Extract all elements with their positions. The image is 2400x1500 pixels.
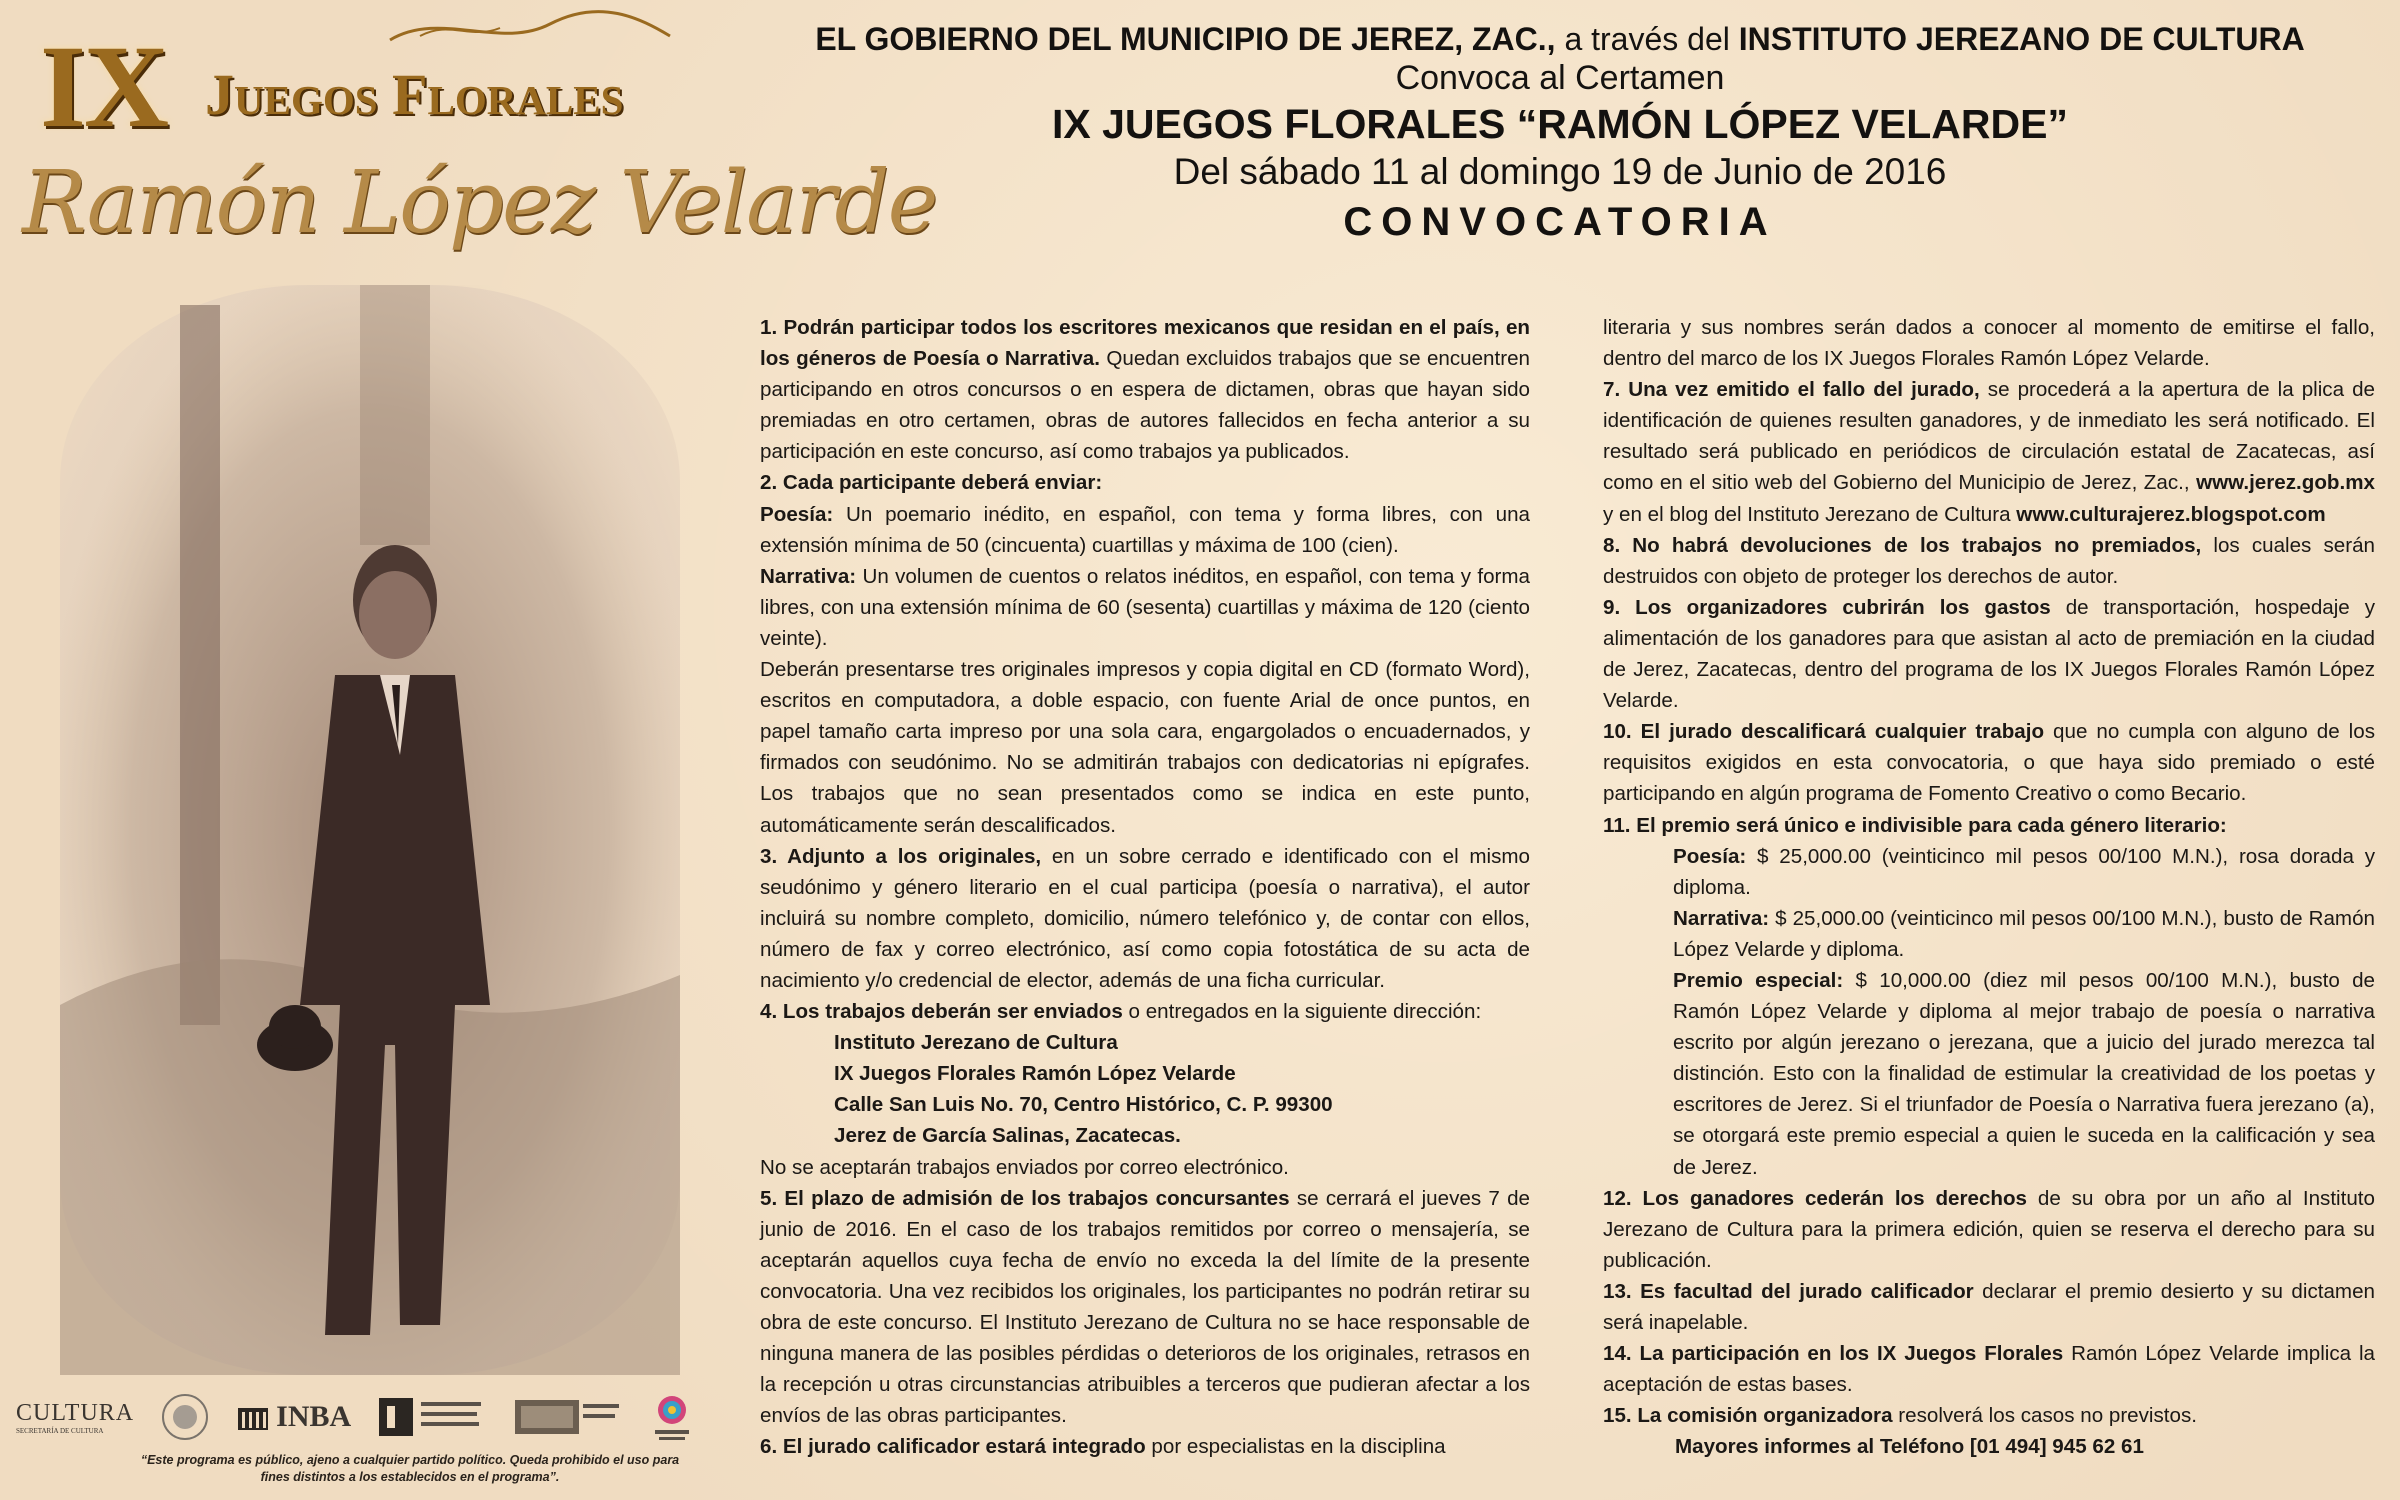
rule-1-heading: 1. Podrán participar todos los escritores mexicanos que residan en el país, en los géneros de Poesía o Narrativa. xyxy=(760,316,1530,371)
header xyxy=(740,20,2380,249)
no-email-note: No se aceptarán trabajos enviados por correo electrónico. xyxy=(760,1155,1289,1179)
rule-13-heading: 13. Es facultad del jurado calificador xyxy=(1603,1279,1974,1303)
rule-3-heading: 3. Adjunto a los originales, xyxy=(760,844,1042,868)
rule-11 xyxy=(1603,810,2375,841)
rule-2 xyxy=(760,467,1530,498)
rule-2-narrativa xyxy=(760,561,1530,654)
address-line-2 xyxy=(760,1058,1530,1089)
rule-5-text: se cerrará el jueves 7 de junio de 2016. En el caso de los trabajos remitidos por correo o mensajería, se aceptarán aquellos cuya fecha de envío no exceda la del límite de la presente convocatoria. Una vez recibidos los originales, los participantes no podrán retirar su obra de este concurso. El Instituto Jerezano de Cultura no se hace responsable de ninguna manera de las posibles pérdidas o deterioros de los originales, retrasos en la recepción u otras circunstancias atribuibles a terceros que pudieran afectar a los envíos de las obras participantes. xyxy=(760,1186,1530,1428)
rule-10-text: que no cumpla con alguno de los requisitos exigidos en esta convocatoria, o que haya sido premiado o esté participando en algún programa de Fomento Creativo o como Becario. xyxy=(1603,720,2375,806)
address-line-4 xyxy=(760,1120,1530,1151)
address-line-1 xyxy=(760,1027,1530,1058)
rule-6-heading: 6. El jurado calificador estará integrado xyxy=(760,1435,1146,1459)
prize-especial-text: $ 10,000.00 (diez mil pesos 00/100 M.N.), busto de Ramón López Velarde y diploma al mejor trabajo de poesía o narrativa escrito por algún jerezano o jerezana, que a juicio del jurado merezca tal distinción. Esto con la finalidad de estimular la creatividad de los poetas y escritores de Jerez. Si el triunfador de Poesía o Narrativa fuera jerezano (a), se otorgará este premio especial a quien le suceda en la calificación y sea de Jerez. xyxy=(1673,968,2375,1179)
rule-12 xyxy=(1603,1183,2375,1276)
prize-narrativa xyxy=(1603,903,2375,965)
sponsor-logos xyxy=(16,1388,696,1446)
rule-13 xyxy=(1603,1276,2375,1338)
rule-6-continued: literaria y sus nombres serán dados a conocer al momento de emitirse el fallo, dentro del marco de los IX Juegos Florales Ramón López Velarde. xyxy=(1603,316,2375,371)
rule-10 xyxy=(1603,716,2375,809)
municipio-website-link[interactable]: www.jerez.gob.mx xyxy=(2196,471,2375,495)
rule-13-text: declarar el premio desierto y su dictamen será inapelable. xyxy=(1603,1279,2375,1334)
address-institute: Instituto Jerezano de Cultura xyxy=(834,1031,1118,1055)
rule-12-text: de su obra por un año al Instituto Jerezano de Cultura para la primera edición, quien se reserva el derecho para su publicación. xyxy=(1603,1186,2375,1272)
inba-logo xyxy=(236,1400,351,1434)
info-phone xyxy=(1603,1431,2375,1462)
government-name: EL GOBIERNO DEL MUNICIPIO DE JEREZ, ZAC., xyxy=(815,21,1556,57)
narrativa-text: Un volumen de cuentos o relatos inéditos, en español, con tema y forma libres, con una extensión mínima de 60 (sesenta) cuartillas y máxima de 120 (ciento veinte). xyxy=(760,564,1530,650)
rule-9-heading: 9. Los organizadores cubrirán los gastos xyxy=(1603,595,2051,619)
rule-12-heading: 12. Los ganadores cederán los derechos xyxy=(1603,1186,2028,1210)
rule-8-heading: 8. No habrá devoluciones de los trabajos no premiados, xyxy=(1603,533,2202,557)
rule-7-text-2: y en el blog del Instituto Jerezano de Cultura xyxy=(1603,502,2011,526)
rules-column-2 xyxy=(1603,312,2375,1462)
rule-2-poesia xyxy=(760,499,1530,561)
info-phone-text: Mayores informes al Teléfono [01 494] 945 62 61 xyxy=(1675,1435,2144,1459)
institute-name: INSTITUTO JEREZANO DE CULTURA xyxy=(1738,21,2305,57)
rule-2-format: Deberán presentarse tres originales impresos y copia digital en CD (formato Word), escritos en computadora, a doble espacio, con fuente Arial de once puntos, en papel tamaño carta impreso por una sola cara, engargolados o encuadernados, y firmados con seudónimo. No se admitirán trabajos con dedicatorias ni epígrafes. Los trabajos que no sean presentados como se indica en este punto, automáticamente serán descalificados. xyxy=(760,658,1530,837)
logo-roman-numeral: IX xyxy=(40,21,168,152)
rule-7-heading: 7. Una vez emitido el fallo del jurado, xyxy=(1603,378,1980,402)
rule-9 xyxy=(1603,592,2375,716)
rule-2-heading: 2. Cada participante deberá enviar: xyxy=(760,471,1103,495)
rule-14-text: Ramón López Velarde implica la aceptación de estas bases. xyxy=(1603,1342,2375,1397)
rule-14-heading: 14. La participación en los IX Juegos Florales xyxy=(1603,1342,2064,1366)
prize-especial xyxy=(1603,965,2375,1183)
narrativa-label: Narrativa: xyxy=(760,564,857,588)
rule-7-text: se procederá a la apertura de la plica de identificación de quienes resulten ganadores, y de inmediato les será notificado. El resultado será publicado en periódicos de circulación estatal de Zacatecas, así como en el sitio web del Gobierno del Municipio de Jerez, Zac., xyxy=(1603,378,2375,495)
logo-poet-name: Ramón López Velarde xyxy=(22,153,937,253)
prize-poesia-label: Poesía: xyxy=(1673,844,1747,868)
address-street: Calle San Luis No. 70, Centro Histórico, C. P. 99300 xyxy=(834,1093,1333,1117)
rule-15-heading: 15. La comisión organizadora xyxy=(1603,1404,1893,1428)
rule-9-text: de transportación, hospedaje y alimentación de los ganadores para que asistan al acto de premiación en la ciudad de Jerez, Zacatecas, dentro del programa de los IX Juegos Florales Ramón López Velarde. xyxy=(1603,595,2375,713)
rule-3-text: en un sobre cerrado e identificado con el mismo seudónimo y género literario en el cual participa (poesía o narrativa), el autor incluirá su nombre completo, domicilio, número telefónico y, de contar con ellos, número de fax y correo electrónico, así como copia fotostática de su acta de nacimiento y/o credencial de elector, además de una ficha curricular. xyxy=(760,844,1530,992)
rule-15-text: resolverá los casos no previstos. xyxy=(1892,1404,2197,1428)
rule-10-heading: 10. El jurado descalificará cualquier trabajo xyxy=(1603,720,2045,744)
rule-5-heading: 5. El plazo de admisión de los trabajos concursantes xyxy=(760,1186,1290,1210)
poesia-label: Poesía: xyxy=(760,502,834,526)
poesia-text: Un poemario inédito, en español, con tema y forma libres, con una extensión mínima de 50 (cincuenta) cuartillas y máxima de 100 (cien). xyxy=(760,502,1530,557)
prize-narrativa-label: Narrativa: xyxy=(1673,906,1770,930)
header-connector: a través del xyxy=(1555,21,1739,57)
rule-3 xyxy=(760,841,1530,996)
header-convoca: Convoca al Certamen xyxy=(1395,59,1725,98)
pueblos-magicos-logo-icon xyxy=(649,1392,695,1442)
rule-1-text: Quedan excluidos trabajos que se encuentren participando en otros concursos o en espera de dictamen, obras que hayan sido premiadas en otro certamen, obras de autores fallecidos en fecha anterior a su participación en este concurso, así como trabajos ya publicados. xyxy=(760,347,1530,464)
address-line-3 xyxy=(760,1089,1530,1120)
cultura-blog-link[interactable]: www.culturajerez.blogspot.com xyxy=(2016,502,2326,526)
prize-poesia-text: $ 25,000.00 (veinticinco mil pesos 00/100 M.N.), rosa dorada y diploma. xyxy=(1673,844,2375,899)
rule-11-heading: 11. El premio será único e indivisible para cada género literario: xyxy=(1603,813,2227,837)
prize-poesia xyxy=(1603,841,2375,903)
rule-4-text: o entregados en la siguiente dirección: xyxy=(1122,1000,1482,1024)
rule-6-text: por especialistas en la disciplina xyxy=(1145,1435,1446,1459)
flourish-ornament xyxy=(380,10,680,50)
mexico-seal-icon xyxy=(160,1392,210,1442)
inba-logo-text: INBA xyxy=(276,1400,352,1433)
legal-disclaimer: “Este programa es público, ajeno a cualquier partido político. Queda prohibido el uso para fines distintos a los establecidos en el programa”. xyxy=(140,1453,680,1484)
rule-15 xyxy=(1603,1400,2375,1431)
cultura-logo xyxy=(16,1400,134,1435)
rules-column-1 xyxy=(760,312,1530,1462)
instituto-jerezano-logo-icon xyxy=(377,1394,487,1440)
prize-especial-label: Premio especial: xyxy=(1673,968,1844,992)
event-title: IX JUEGOS FLORALES “RAMÓN LÓPEZ VELARDE” xyxy=(1052,101,2068,148)
rule-8-text: los cuales serán destruidos con objeto de proteger los derechos de autor. xyxy=(1603,533,2375,588)
rule-7 xyxy=(1603,374,2375,529)
municipio-jerez-logo-icon xyxy=(513,1394,623,1440)
header-line-government xyxy=(740,20,2380,58)
event-dates: Del sábado 11 al domingo 19 de Junio de 2016 xyxy=(1173,151,1947,193)
prize-narrativa-text: $ 25,000.00 (veinticinco mil pesos 00/100 M.N.), busto de Ramón López Velarde y diploma. xyxy=(1673,906,2375,961)
address-event: IX Juegos Florales Ramón López Velarde xyxy=(834,1062,1236,1086)
rule-4 xyxy=(760,996,1530,1027)
portrait-photo xyxy=(60,285,680,1375)
rule-4-heading: 4. Los trabajos deberán ser enviados xyxy=(760,1000,1123,1024)
convocatoria-heading: CONVOCATORIA xyxy=(1343,199,1777,244)
rule-8 xyxy=(1603,530,2375,592)
address-city: Jerez de García Salinas, Zacatecas. xyxy=(834,1124,1181,1148)
inba-building-icon xyxy=(236,1402,270,1432)
rule-6 xyxy=(760,1431,1530,1462)
rule-5 xyxy=(760,1183,1530,1432)
logo-title: Juegos Florales xyxy=(205,62,624,127)
cultura-logo-text: CULTURA xyxy=(16,1399,135,1426)
rule-14 xyxy=(1603,1338,2375,1400)
cultura-logo-subtitle: SECRETARÍA DE CULTURA xyxy=(16,1426,104,1435)
rule-1 xyxy=(760,312,1530,467)
